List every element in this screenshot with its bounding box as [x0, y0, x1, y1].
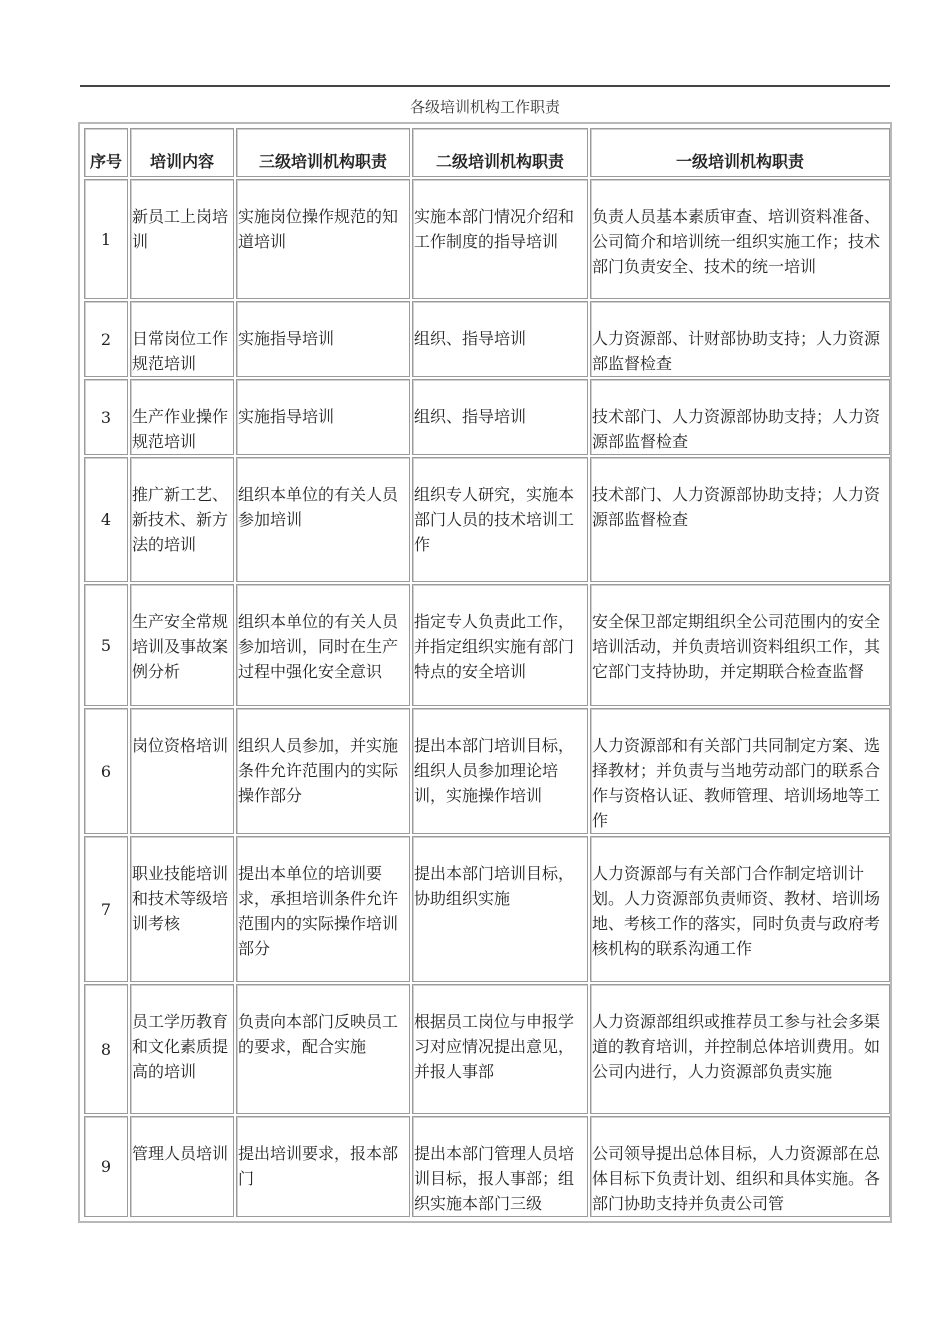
row-number: 4 — [84, 457, 128, 582]
row-level1: 人力资源部、计财部协助支持；人力资源部监督检查 — [590, 301, 890, 377]
row-content: 推广新工艺、新技术、新方法的培训 — [130, 457, 234, 582]
row-level3: 负责向本部门反映员工的要求，配合实施 — [236, 984, 410, 1114]
header-number: 序号 — [84, 128, 128, 177]
row-level2: 组织、指导培训 — [412, 301, 588, 377]
row-level3: 提出培训要求，报本部门 — [236, 1116, 410, 1217]
table-row — [84, 708, 890, 834]
row-level3: 实施岗位操作规范的知道培训 — [236, 179, 410, 299]
row-number: 5 — [84, 584, 128, 706]
row-level2: 提出本部门培训目标，协助组织实施 — [412, 836, 588, 982]
row-level3: 提出本单位的培训要求，承担培训条件允许范围内的实际操作培训部分 — [236, 836, 410, 982]
table-row — [84, 179, 890, 299]
row-level2: 组织专人研究，实施本部门人员的技术培训工作 — [412, 457, 588, 582]
table-caption: 各级培训机构工作职责 — [409, 98, 560, 116]
responsibility-table — [78, 122, 892, 1223]
header-level3: 三级培训机构职责 — [236, 128, 410, 177]
row-content: 职业技能培训和技术等级培训考核 — [130, 836, 234, 982]
row-number: 7 — [84, 836, 128, 982]
row-level1: 技术部门、人力资源部协助支持；人力资源部监督检查 — [590, 457, 890, 582]
row-number: 9 — [84, 1116, 128, 1217]
row-level3: 实施指导培训 — [236, 379, 410, 455]
row-level3: 组织本单位的有关人员参加培训 — [236, 457, 410, 582]
row-content: 岗位资格培训 — [130, 708, 234, 834]
row-level2: 提出本部门管理人员培训目标，报人事部；组织实施本部门三级 — [412, 1116, 588, 1217]
row-content: 管理人员培训 — [130, 1116, 234, 1217]
row-number: 3 — [84, 379, 128, 455]
row-content: 新员工上岗培训 — [130, 179, 234, 299]
row-content: 生产作业操作规范培训 — [130, 379, 234, 455]
row-level3: 组织人员参加，并实施条件允许范围内的实际操作部分 — [236, 708, 410, 834]
header-level2: 二级培训机构职责 — [412, 128, 588, 177]
row-level2: 组织、指导培训 — [412, 379, 588, 455]
row-level1: 人力资源部组织或推荐员工参与社会多渠道的教育培训，并控制总体培训费用。如公司内进行，人力资源部负责实施 — [590, 984, 890, 1114]
table-row — [84, 836, 890, 982]
header-level1: 一级培训机构职责 — [590, 128, 890, 177]
row-content: 员工学历教育和文化素质提高的培训 — [130, 984, 234, 1114]
row-level1: 公司领导提出总体目标，人力资源部在总体目标下负责计划、组织和具体实施。各部门协助支持并负责公司管 — [590, 1116, 890, 1217]
table-row — [84, 584, 890, 706]
row-content: 生产安全常规培训及事故案例分析 — [130, 584, 234, 706]
row-level2: 提出本部门培训目标，组织人员参加理论培训，实施操作培训 — [412, 708, 588, 834]
row-level2: 指定专人负责此工作，并指定组织实施有部门特点的安全培训 — [412, 584, 588, 706]
row-number: 8 — [84, 984, 128, 1114]
row-level1: 人力资源部和有关部门共同制定方案、选择教材；并负责与当地劳动部门的联系合作与资格认证、教师管理、培训场地等工作 — [590, 708, 890, 834]
row-number: 2 — [84, 301, 128, 377]
table-row — [84, 457, 890, 582]
row-content: 日常岗位工作规范培训 — [130, 301, 234, 377]
row-level1: 负责人员基本素质审查、培训资料准备、公司简介和培训统一组织实施工作；技术部门负责安全、技术的统一培训 — [590, 179, 890, 299]
header-content: 培训内容 — [130, 128, 234, 177]
row-level1: 技术部门、人力资源部协助支持；人力资源部监督检查 — [590, 379, 890, 455]
row-level2: 实施本部门情况介绍和工作制度的指导培训 — [412, 179, 588, 299]
top-rule — [80, 85, 890, 87]
table-row — [84, 301, 890, 377]
row-level1: 安全保卫部定期组织全公司范围内的安全培训活动，并负责培训资料组织工作，其它部门支持协助，并定期联合检查监督 — [590, 584, 890, 706]
table-row — [84, 984, 890, 1114]
table-row — [84, 379, 890, 455]
table-row — [84, 1116, 890, 1217]
table-header-row — [84, 128, 890, 177]
row-number: 1 — [84, 179, 128, 299]
row-level1: 人力资源部与有关部门合作制定培训计划。人力资源部负责师资、教材、培训场地、考核工作的落实，同时负责与政府考核机构的联系沟通工作 — [590, 836, 890, 982]
row-number: 6 — [84, 708, 128, 834]
row-level2: 根据员工岗位与申报学习对应情况提出意见，并报人事部 — [412, 984, 588, 1114]
row-level3: 组织本单位的有关人员参加培训，同时在生产过程中强化安全意识 — [236, 584, 410, 706]
row-level3: 实施指导培训 — [236, 301, 410, 377]
